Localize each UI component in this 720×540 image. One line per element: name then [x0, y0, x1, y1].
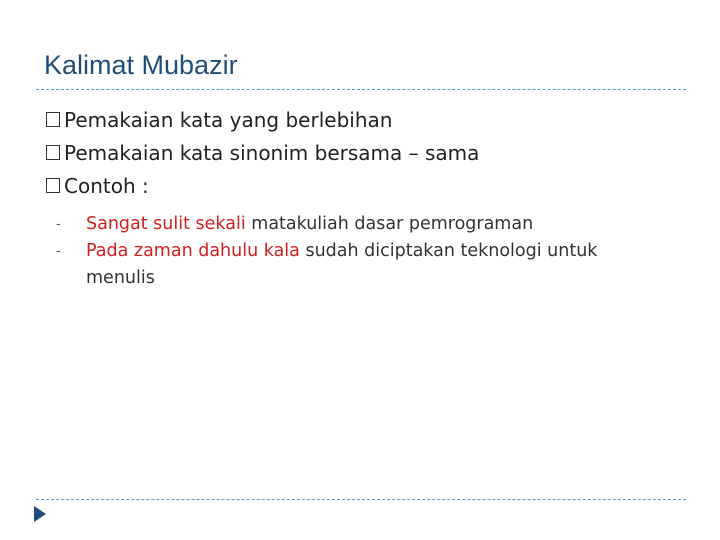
bullet-item [46, 136, 686, 169]
bullet-list [46, 103, 686, 202]
checkbox-square-icon [46, 145, 60, 160]
example-rest: sudah diciptakan teknologi untuk menulis [86, 241, 598, 288]
example-item [56, 211, 676, 238]
footer-divider [36, 499, 686, 500]
example-text [86, 211, 646, 238]
dash-marker: - [56, 217, 61, 232]
example-rest: matakuliah dasar pemrograman [245, 214, 534, 234]
example-item [56, 238, 676, 292]
redundant-phrase: Pada zaman dahulu kala [86, 241, 300, 261]
checkbox-square-icon [46, 178, 60, 193]
bullet-item [46, 103, 686, 136]
redundant-phrase: Sangat sulit sekali [86, 214, 246, 234]
dash-marker: - [56, 244, 61, 259]
example-list [56, 211, 676, 292]
bullet-item [46, 169, 686, 202]
play-arrow-icon[interactable] [34, 506, 46, 522]
bullet-text: Pemakaian kata yang berlebihan [64, 107, 393, 132]
title-divider [36, 89, 686, 90]
bullet-text: Pemakaian kata sinonim bersama – sama [64, 140, 480, 165]
slide-title: Kalimat Mubazir [44, 50, 238, 80]
checkbox-square-icon [46, 112, 60, 127]
example-text [86, 238, 646, 292]
bullet-text: Contoh : [64, 173, 149, 198]
